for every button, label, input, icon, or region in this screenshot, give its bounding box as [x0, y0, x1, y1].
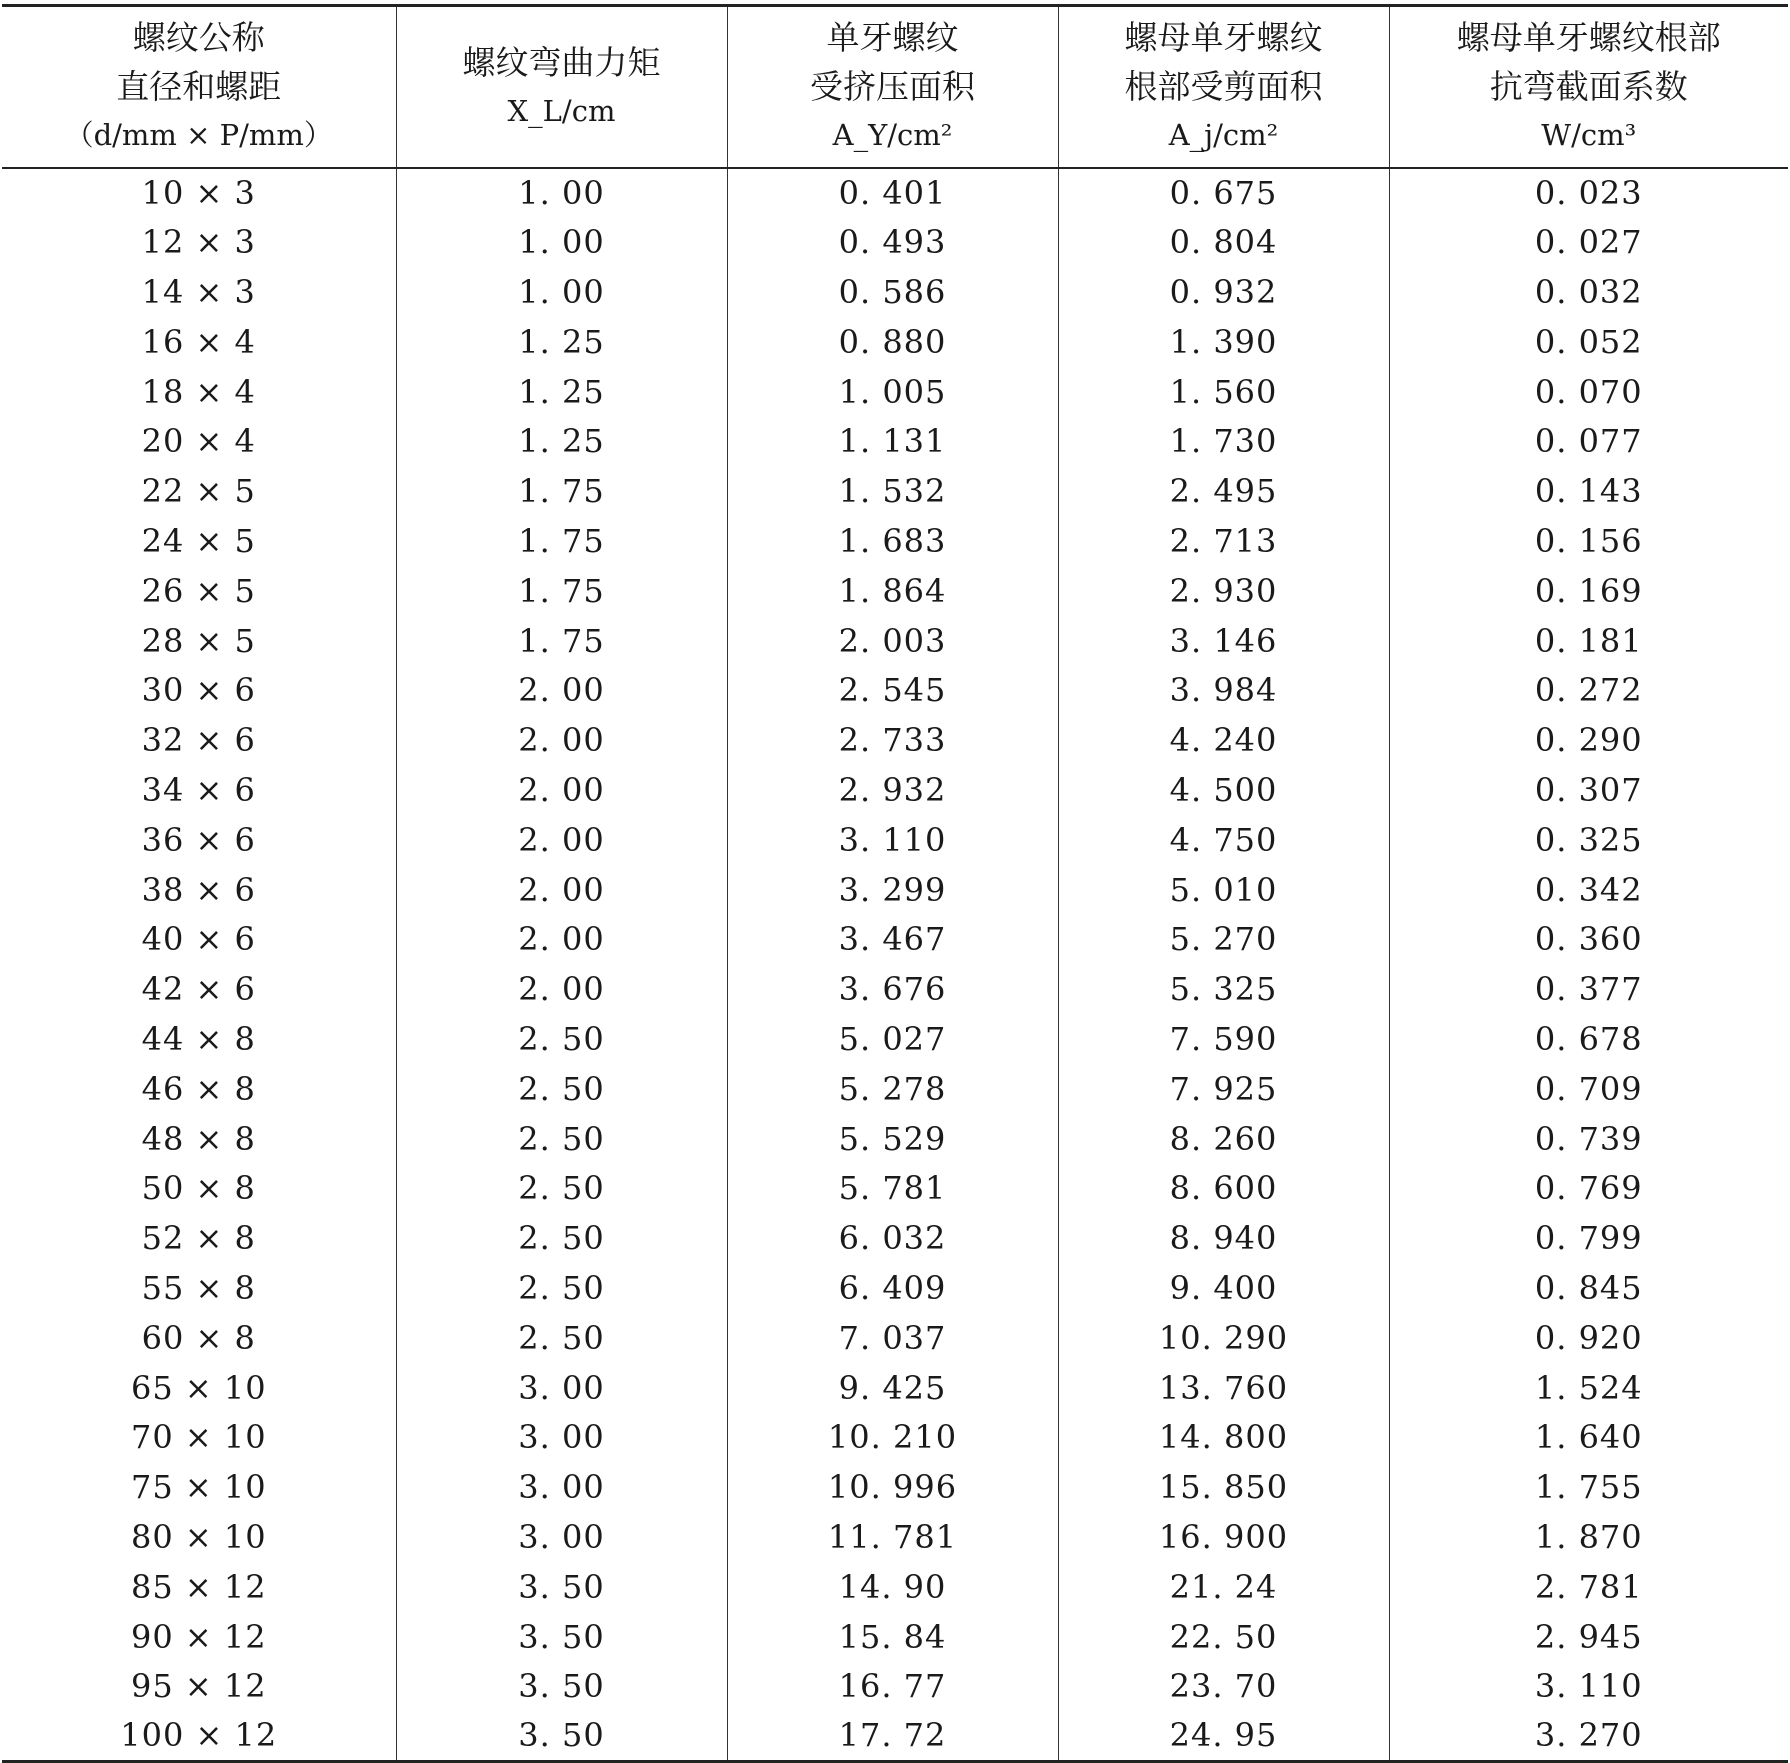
- table-row: [2, 217, 1788, 267]
- cell-bending-moment: 1. 25: [396, 317, 727, 367]
- cell-compression-area: 0. 401: [727, 168, 1058, 218]
- table-row: [2, 1512, 1788, 1562]
- cell-compression-area: 14. 90: [727, 1562, 1058, 1612]
- cell-diameter-pitch: 24 × 5: [141, 521, 256, 560]
- header-line: 直径和螺距: [116, 67, 282, 107]
- cell-compression-area: 6. 409: [727, 1263, 1058, 1313]
- table-row: [2, 317, 1788, 367]
- cell-shear-area: 13. 760: [1058, 1363, 1389, 1413]
- cell-bending-moment: 3. 50: [396, 1562, 727, 1612]
- cell-bending-moment: 2. 50: [396, 1263, 727, 1313]
- header-line: X_L/cm: [507, 93, 616, 128]
- header-row: [2, 6, 1788, 168]
- cell-compression-area: 2. 733: [727, 715, 1058, 765]
- header-bending-moment: [396, 6, 727, 168]
- cell-diameter-pitch: 12 × 3: [141, 223, 256, 262]
- cell-bending-moment: 2. 00: [396, 865, 727, 915]
- cell-compression-area: 11. 781: [727, 1512, 1058, 1562]
- cell-shear-area: 4. 750: [1058, 815, 1389, 865]
- table-row: [2, 1363, 1788, 1413]
- cell-section-modulus: 0. 032: [1389, 267, 1788, 317]
- cell-compression-area: 10. 210: [727, 1412, 1058, 1462]
- cell-section-modulus: 1. 755: [1389, 1462, 1788, 1512]
- header-line: A_j/cm²: [1168, 118, 1279, 153]
- cell-bending-moment: 3. 50: [396, 1612, 727, 1662]
- table-row: [2, 665, 1788, 715]
- cell-shear-area: 15. 850: [1058, 1462, 1389, 1512]
- table-row: [2, 1612, 1788, 1662]
- cell-shear-area: 16. 900: [1058, 1512, 1389, 1562]
- cell-diameter-pitch: 75 × 10: [130, 1468, 267, 1507]
- cell-compression-area: 1. 532: [727, 466, 1058, 516]
- cell-compression-area: 9. 425: [727, 1363, 1058, 1413]
- cell-section-modulus: 0. 143: [1389, 466, 1788, 516]
- cell-diameter-pitch: 46 × 8: [141, 1069, 256, 1108]
- header-line: 单牙螺纹: [826, 18, 959, 58]
- cell-bending-moment: 1. 75: [396, 566, 727, 616]
- cell-compression-area: 15. 84: [727, 1612, 1058, 1662]
- cell-shear-area: 0. 932: [1058, 267, 1389, 317]
- header-line: W/cm³: [1541, 118, 1637, 153]
- table-row: [2, 1064, 1788, 1114]
- cell-bending-moment: 2. 50: [396, 1114, 727, 1164]
- table-row: [2, 1462, 1788, 1512]
- cell-compression-area: 2. 932: [727, 765, 1058, 815]
- cell-diameter-pitch: 44 × 8: [141, 1019, 256, 1058]
- cell-bending-moment: 3. 50: [396, 1661, 727, 1711]
- cell-section-modulus: 0. 739: [1389, 1114, 1788, 1164]
- table-row: [2, 168, 1788, 218]
- table-header: [2, 6, 1788, 168]
- table-row: [2, 1213, 1788, 1263]
- header-compression-area: [727, 6, 1058, 168]
- cell-section-modulus: 1. 640: [1389, 1412, 1788, 1462]
- cell-compression-area: 5. 278: [727, 1064, 1058, 1114]
- cell-shear-area: 4. 500: [1058, 765, 1389, 815]
- cell-diameter-pitch: 52 × 8: [141, 1219, 256, 1258]
- table-row: [2, 566, 1788, 616]
- cell-compression-area: 2. 545: [727, 665, 1058, 715]
- cell-section-modulus: 0. 290: [1389, 715, 1788, 765]
- cell-shear-area: 5. 325: [1058, 964, 1389, 1014]
- header-line: A_Y/cm²: [832, 118, 953, 153]
- header-section-modulus: [1389, 6, 1788, 168]
- cell-compression-area: 17. 72: [727, 1711, 1058, 1761]
- cell-diameter-pitch: 34 × 6: [141, 770, 256, 809]
- cell-compression-area: 3. 676: [727, 964, 1058, 1014]
- cell-shear-area: 9. 400: [1058, 1263, 1389, 1313]
- cell-bending-moment: 2. 50: [396, 1064, 727, 1114]
- cell-bending-moment: 1. 75: [396, 466, 727, 516]
- header-line: 螺纹弯曲力矩: [462, 42, 661, 82]
- cell-bending-moment: 1. 75: [396, 516, 727, 566]
- table-row: [2, 914, 1788, 964]
- table-row: [2, 1014, 1788, 1064]
- table-row: [2, 1412, 1788, 1462]
- cell-section-modulus: 0. 027: [1389, 217, 1788, 267]
- cell-diameter-pitch: 95 × 12: [130, 1667, 267, 1706]
- cell-bending-moment: 3. 50: [396, 1711, 727, 1761]
- table-row: [2, 367, 1788, 417]
- cell-section-modulus: 1. 870: [1389, 1512, 1788, 1562]
- table-row: [2, 1163, 1788, 1213]
- cell-diameter-pitch: 28 × 5: [141, 621, 256, 660]
- cell-bending-moment: 2. 50: [396, 1213, 727, 1263]
- cell-bending-moment: 1. 25: [396, 367, 727, 417]
- cell-diameter-pitch: 55 × 8: [141, 1268, 256, 1307]
- table-row: [2, 765, 1788, 815]
- header-line: 螺母单牙螺纹: [1124, 18, 1323, 58]
- header-nominal-diameter-pitch: [2, 6, 396, 168]
- cell-bending-moment: 1. 00: [396, 267, 727, 317]
- cell-section-modulus: 0. 845: [1389, 1263, 1788, 1313]
- cell-diameter-pitch: 10 × 3: [141, 173, 256, 212]
- cell-compression-area: 1. 683: [727, 516, 1058, 566]
- cell-shear-area: 24. 95: [1058, 1711, 1389, 1761]
- table-row: [2, 815, 1788, 865]
- cell-section-modulus: 0. 181: [1389, 616, 1788, 666]
- cell-section-modulus: 0. 272: [1389, 665, 1788, 715]
- cell-bending-moment: 3. 00: [396, 1363, 727, 1413]
- cell-section-modulus: 2. 945: [1389, 1612, 1788, 1662]
- cell-compression-area: 0. 493: [727, 217, 1058, 267]
- cell-shear-area: 22. 50: [1058, 1612, 1389, 1662]
- cell-bending-moment: 2. 00: [396, 815, 727, 865]
- cell-shear-area: 1. 730: [1058, 416, 1389, 466]
- cell-diameter-pitch: 38 × 6: [141, 870, 256, 909]
- cell-bending-moment: 2. 50: [396, 1014, 727, 1064]
- header-shear-area: [1058, 6, 1389, 168]
- cell-diameter-pitch: 40 × 6: [141, 920, 256, 959]
- cell-shear-area: 7. 925: [1058, 1064, 1389, 1114]
- cell-section-modulus: 3. 270: [1389, 1711, 1788, 1761]
- cell-shear-area: 14. 800: [1058, 1412, 1389, 1462]
- cell-section-modulus: 0. 156: [1389, 516, 1788, 566]
- cell-compression-area: 0. 586: [727, 267, 1058, 317]
- cell-bending-moment: 2. 00: [396, 914, 727, 964]
- cell-shear-area: 0. 675: [1058, 168, 1389, 218]
- cell-compression-area: 5. 781: [727, 1163, 1058, 1213]
- cell-section-modulus: 1. 524: [1389, 1363, 1788, 1413]
- cell-shear-area: 8. 600: [1058, 1163, 1389, 1213]
- cell-section-modulus: 2. 781: [1389, 1562, 1788, 1612]
- table-row: [2, 715, 1788, 765]
- cell-compression-area: 3. 299: [727, 865, 1058, 915]
- header-line: 螺纹公称: [132, 18, 265, 58]
- table-row: [2, 616, 1788, 666]
- header-line: 抗弯截面系数: [1489, 67, 1688, 107]
- cell-section-modulus: 0. 377: [1389, 964, 1788, 1014]
- header-line: （d/mm × P/mm）: [64, 118, 333, 153]
- cell-diameter-pitch: 16 × 4: [141, 322, 256, 361]
- table-row: [2, 1562, 1788, 1612]
- table-row: [2, 964, 1788, 1014]
- cell-compression-area: 10. 996: [727, 1462, 1058, 1512]
- cell-diameter-pitch: 18 × 4: [141, 372, 256, 411]
- table-row: [2, 267, 1788, 317]
- cell-shear-area: 8. 260: [1058, 1114, 1389, 1164]
- cell-section-modulus: 0. 920: [1389, 1313, 1788, 1363]
- cell-shear-area: 2. 713: [1058, 516, 1389, 566]
- cell-compression-area: 1. 005: [727, 367, 1058, 417]
- cell-compression-area: 1. 864: [727, 566, 1058, 616]
- cell-compression-area: 3. 467: [727, 914, 1058, 964]
- cell-shear-area: 4. 240: [1058, 715, 1389, 765]
- cell-shear-area: 1. 390: [1058, 317, 1389, 367]
- cell-diameter-pitch: 26 × 5: [141, 571, 256, 610]
- cell-diameter-pitch: 48 × 8: [141, 1119, 256, 1158]
- cell-section-modulus: 3. 110: [1389, 1661, 1788, 1711]
- cell-bending-moment: 2. 00: [396, 765, 727, 815]
- cell-section-modulus: 0. 769: [1389, 1163, 1788, 1213]
- cell-bending-moment: 2. 00: [396, 715, 727, 765]
- cell-compression-area: 6. 032: [727, 1213, 1058, 1263]
- cell-diameter-pitch: 85 × 12: [130, 1567, 267, 1606]
- cell-compression-area: 5. 529: [727, 1114, 1058, 1164]
- table-row: [2, 1313, 1788, 1363]
- cell-shear-area: 1. 560: [1058, 367, 1389, 417]
- header-line: 受挤压面积: [810, 67, 975, 107]
- cell-shear-area: 8. 940: [1058, 1213, 1389, 1263]
- cell-diameter-pitch: 100 × 12: [2, 1711, 396, 1761]
- cell-bending-moment: 3. 00: [396, 1512, 727, 1562]
- header-line: 螺母单牙螺纹根部: [1456, 18, 1721, 58]
- cell-diameter-pitch: 36 × 6: [141, 820, 256, 859]
- cell-shear-area: 5. 010: [1058, 865, 1389, 915]
- cell-section-modulus: 0. 077: [1389, 416, 1788, 466]
- cell-shear-area: 2. 930: [1058, 566, 1389, 616]
- cell-diameter-pitch: 20 × 4: [141, 422, 256, 461]
- cell-shear-area: 23. 70: [1058, 1661, 1389, 1711]
- cell-compression-area: 2. 003: [727, 616, 1058, 666]
- cell-diameter-pitch: 60 × 8: [141, 1318, 256, 1357]
- cell-diameter-pitch: 70 × 10: [130, 1418, 267, 1457]
- cell-shear-area: 0. 804: [1058, 217, 1389, 267]
- cell-section-modulus: 0. 307: [1389, 765, 1788, 815]
- cell-compression-area: 1. 131: [727, 416, 1058, 466]
- cell-compression-area: 0. 880: [727, 317, 1058, 367]
- cell-diameter-pitch: 32 × 6: [141, 721, 256, 760]
- cell-section-modulus: 0. 325: [1389, 815, 1788, 865]
- cell-bending-moment: 2. 00: [396, 964, 727, 1014]
- table-row: [2, 516, 1788, 566]
- cell-section-modulus: 0. 678: [1389, 1014, 1788, 1064]
- table-row: [2, 1263, 1788, 1313]
- cell-bending-moment: 2. 00: [396, 665, 727, 715]
- cell-compression-area: 16. 77: [727, 1661, 1058, 1711]
- table-row: [2, 416, 1788, 466]
- cell-section-modulus: 0. 070: [1389, 367, 1788, 417]
- cell-bending-moment: 2. 50: [396, 1313, 727, 1363]
- table-row: [2, 1114, 1788, 1164]
- cell-section-modulus: 0. 023: [1389, 168, 1788, 218]
- cell-diameter-pitch: 22 × 5: [141, 472, 256, 511]
- table-row: [2, 466, 1788, 516]
- cell-bending-moment: 1. 00: [396, 217, 727, 267]
- cell-diameter-pitch: 80 × 10: [130, 1517, 267, 1556]
- cell-shear-area: 10. 290: [1058, 1313, 1389, 1363]
- cell-diameter-pitch: 14 × 3: [141, 272, 256, 311]
- thread-parameter-table: [2, 4, 1788, 1763]
- cell-shear-area: 7. 590: [1058, 1014, 1389, 1064]
- cell-shear-area: 3. 984: [1058, 665, 1389, 715]
- cell-bending-moment: 2. 50: [396, 1163, 727, 1213]
- table-row: [2, 1711, 1788, 1761]
- cell-section-modulus: 0. 360: [1389, 914, 1788, 964]
- cell-diameter-pitch: 50 × 8: [141, 1169, 256, 1208]
- cell-diameter-pitch: 30 × 6: [141, 671, 256, 710]
- table-row: [2, 1661, 1788, 1711]
- cell-shear-area: 2. 495: [1058, 466, 1389, 516]
- cell-diameter-pitch: 42 × 6: [141, 970, 256, 1009]
- cell-shear-area: 3. 146: [1058, 616, 1389, 666]
- cell-compression-area: 3. 110: [727, 815, 1058, 865]
- cell-bending-moment: 1. 75: [396, 616, 727, 666]
- cell-section-modulus: 0. 709: [1389, 1064, 1788, 1114]
- cell-section-modulus: 0. 052: [1389, 317, 1788, 367]
- cell-section-modulus: 0. 169: [1389, 566, 1788, 616]
- cell-bending-moment: 3. 00: [396, 1412, 727, 1462]
- cell-shear-area: 5. 270: [1058, 914, 1389, 964]
- cell-bending-moment: 1. 25: [396, 416, 727, 466]
- cell-section-modulus: 0. 342: [1389, 865, 1788, 915]
- cell-section-modulus: 0. 799: [1389, 1213, 1788, 1263]
- cell-bending-moment: 1. 00: [396, 168, 727, 218]
- table-body: [2, 168, 1788, 1762]
- cell-diameter-pitch: 65 × 10: [130, 1368, 267, 1407]
- cell-compression-area: 7. 037: [727, 1313, 1058, 1363]
- table-row: [2, 865, 1788, 915]
- cell-compression-area: 5. 027: [727, 1014, 1058, 1064]
- cell-diameter-pitch: 90 × 12: [130, 1617, 267, 1656]
- header-line: 根部受剪面积: [1124, 67, 1323, 107]
- cell-bending-moment: 3. 00: [396, 1462, 727, 1512]
- cell-shear-area: 21. 24: [1058, 1562, 1389, 1612]
